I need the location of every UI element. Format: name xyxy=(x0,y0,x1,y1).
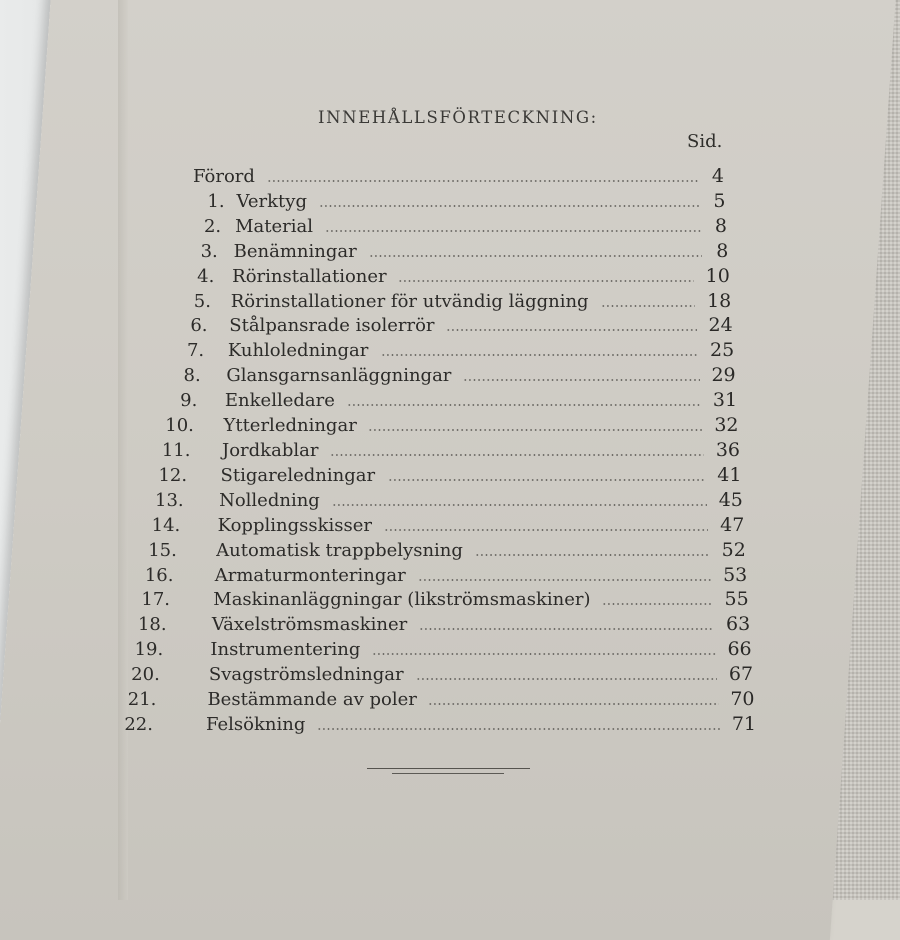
toc-entry-number: 15. xyxy=(148,539,177,561)
toc-entry xyxy=(0,639,900,663)
toc-entry-page: 66 xyxy=(727,638,752,661)
toc-entry-label: Verktyg xyxy=(236,190,307,212)
toc-leader-dots xyxy=(418,579,711,581)
toc-leader-dots xyxy=(388,479,705,481)
toc-entry-page: 45 xyxy=(718,488,743,511)
toc-leader-dots xyxy=(347,404,701,406)
toc-entry xyxy=(0,291,900,315)
toc-entry-number: 17. xyxy=(141,589,171,611)
toc-entry xyxy=(0,216,900,240)
toc-entry-label: Stålpansrade isolerrör xyxy=(229,315,435,337)
toc-entry xyxy=(0,315,900,339)
toc-entry-page: 36 xyxy=(715,439,740,461)
toc-leader-dots xyxy=(428,703,719,705)
toc-entry xyxy=(0,266,900,290)
toc-entry xyxy=(0,614,900,638)
toc-entry-page: 5 xyxy=(713,189,726,212)
toc-entry-page: 47 xyxy=(720,513,745,536)
toc-entry-number: 9. xyxy=(180,390,198,412)
toc-entry-number: 6. xyxy=(190,315,208,337)
toc-entry-label: Förord xyxy=(193,166,255,187)
toc-entry-page: 8 xyxy=(716,239,729,262)
toc-entry-label: Ytterledningar xyxy=(223,415,357,437)
toc-entry-number: 19. xyxy=(134,639,164,661)
toc-entry-page: 70 xyxy=(730,688,755,711)
toc-entry-label: Jordkablar xyxy=(222,440,319,461)
toc-entry xyxy=(0,714,900,738)
toc-entry-label: Enkelledare xyxy=(224,390,335,412)
toc-leader-dots xyxy=(419,628,714,630)
toc-leader-dots xyxy=(381,354,698,356)
toc-entry-page: 10 xyxy=(705,264,730,287)
toc-entry-page: 29 xyxy=(711,364,736,387)
toc-leader-dots xyxy=(317,728,720,730)
toc-entry-page: 67 xyxy=(728,663,754,686)
toc-leader-dots xyxy=(319,205,699,207)
end-rule-short xyxy=(392,773,504,774)
toc-leader-dots xyxy=(398,280,694,282)
toc-entry-label: Rörinstallationer xyxy=(232,265,387,287)
toc-title: INNEHÅLLSFÖRTECKNING: xyxy=(318,108,598,127)
toc-entry-number: 16. xyxy=(144,564,174,586)
toc-entry-number: 4. xyxy=(197,265,215,287)
toc-entry-label: Armaturmonteringar xyxy=(214,564,406,586)
toc-entry-number: 20. xyxy=(131,664,160,686)
toc-entry-label: Svagströmsledningar xyxy=(208,664,404,686)
toc-entry-label: Glansgarnsanläggningar xyxy=(226,365,452,387)
toc-leader-dots xyxy=(446,329,697,331)
toc-entry xyxy=(0,390,900,414)
toc-entry-number: 22. xyxy=(124,714,153,735)
toc-entry xyxy=(0,540,900,564)
toc-entry-label: Maskinanläggningar (likströmsmaskiner) xyxy=(213,589,591,611)
toc-leader-dots xyxy=(325,230,701,232)
toc-entry xyxy=(0,440,900,464)
toc-leader-dots xyxy=(602,603,713,605)
toc-leader-dots xyxy=(601,305,695,307)
toc-entry-number: 12. xyxy=(158,464,188,486)
toc-entry-page: 32 xyxy=(714,414,739,437)
toc-entry-number: 11. xyxy=(161,440,191,461)
toc-entry xyxy=(0,664,900,688)
toc-entry-label: Material xyxy=(235,215,313,237)
toc-entry-page: 55 xyxy=(724,588,749,611)
toc-entry xyxy=(0,589,900,613)
toc-entry-number: 13. xyxy=(155,489,184,511)
toc-entry xyxy=(0,241,900,265)
toc-entry-number: 18. xyxy=(137,614,167,636)
toc-entry-label: Rörinstallationer för utvändig läggning xyxy=(230,290,589,312)
toc-leader-dots xyxy=(267,180,698,182)
toc-entry-page: 53 xyxy=(723,563,748,586)
toc-entry-label: Automatisk trappbelysning xyxy=(216,539,463,561)
toc-leader-dots xyxy=(368,429,703,431)
toc-entry-page: 4 xyxy=(711,165,724,187)
toc-entry-number: 5. xyxy=(193,290,211,312)
toc-entry xyxy=(0,565,900,589)
end-rule-long xyxy=(367,768,530,769)
toc-entry-page: 24 xyxy=(708,314,733,337)
toc-leader-dots xyxy=(463,379,700,381)
toc-entry-number: 14. xyxy=(151,514,181,536)
toc-entry-label: Felsökning xyxy=(206,714,306,735)
toc-entry-page: 25 xyxy=(709,339,735,362)
toc-entry xyxy=(0,166,900,190)
toc-entry-page: 41 xyxy=(717,463,742,486)
toc-leader-dots xyxy=(416,678,717,680)
toc-entry-label: Bestämmande av poler xyxy=(207,689,417,711)
toc-entry-number: 21. xyxy=(127,689,157,711)
toc-entry-page: 52 xyxy=(721,538,746,561)
toc-entry-label: Kuhloledningar xyxy=(227,340,369,362)
toc-entry xyxy=(0,415,900,439)
toc-entry xyxy=(0,515,900,539)
toc-entry xyxy=(0,365,900,389)
toc-leader-dots xyxy=(372,653,716,655)
toc-entry xyxy=(0,340,900,364)
toc-entry-number: 8. xyxy=(183,365,201,387)
toc-entry xyxy=(0,191,900,215)
toc-entry-label: Växelströmsmaskiner xyxy=(211,614,408,636)
toc-entry xyxy=(0,689,900,713)
toc-entry-page: 31 xyxy=(712,389,738,412)
toc-leader-dots xyxy=(369,255,702,257)
toc-entry-label: Kopplingsskisser xyxy=(217,514,372,536)
toc-leader-dots xyxy=(384,529,708,531)
toc-entry-number: 10. xyxy=(165,415,194,437)
toc-entry-number: 1. xyxy=(207,190,225,212)
toc-entry xyxy=(0,490,900,514)
toc-entry-label: Stigareledningar xyxy=(220,464,376,486)
toc-entry xyxy=(0,465,900,489)
toc-entry-page: 8 xyxy=(714,214,727,237)
toc-entry-page: 18 xyxy=(707,289,732,312)
toc-leader-dots xyxy=(332,504,707,506)
page-column-label: Sid. xyxy=(687,131,723,152)
toc-entry-label: Benämningar xyxy=(233,240,357,262)
toc-leader-dots xyxy=(475,554,710,556)
toc-entry-number: 2. xyxy=(203,215,222,237)
toc-leader-dots xyxy=(330,454,704,456)
toc-entry-number: 7. xyxy=(186,340,205,362)
toc-entry-label: Instrumentering xyxy=(210,639,361,661)
toc-entry-page: 63 xyxy=(725,613,751,636)
toc-entry-label: Nolledning xyxy=(219,489,320,511)
toc-entry-page: 71 xyxy=(731,713,756,735)
toc-entry-number: 3. xyxy=(200,240,218,262)
